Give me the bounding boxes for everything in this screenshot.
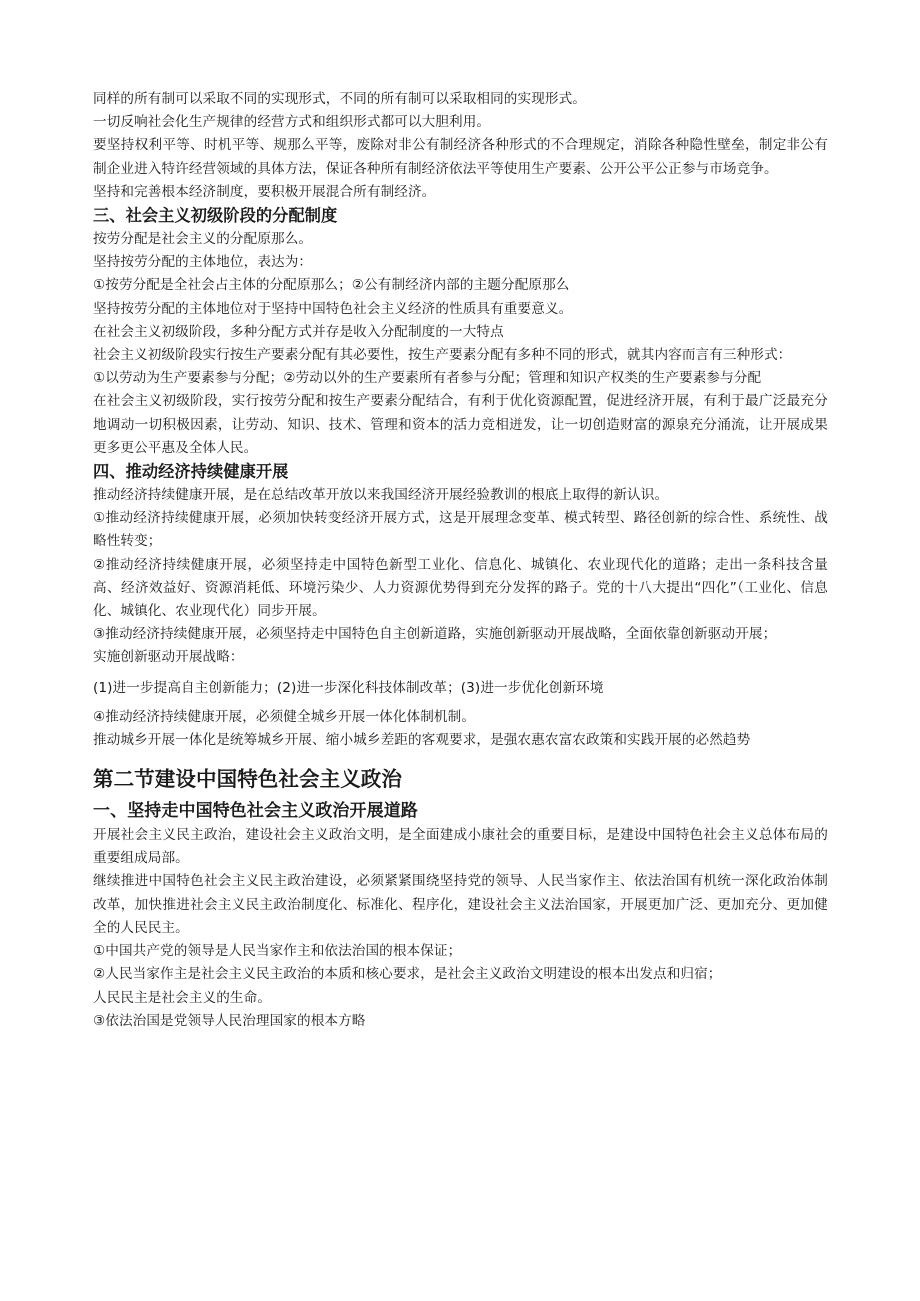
paragraph: 按劳分配是社会主义的分配原那么。: [93, 231, 313, 248]
paragraph: 在社会主义初级阶段，多种分配方式并存是收入分配制度的一大特点: [93, 323, 504, 340]
strategy-list-line: (1)进一步提高自主创新能力；(2)进一步深化科技体制改革；(3)进一步优化创新环境: [93, 679, 604, 696]
paragraph: ③依法治国是党领导人民治理国家的根本方略: [93, 1012, 366, 1029]
paragraph: ④推动经济持续健康开展，必须健全城乡开展一体化体制机制。: [93, 708, 476, 725]
section-heading-politics: 一、坚持走中国特色社会主义政治开展道路: [93, 801, 418, 822]
paragraph: ①推动经济持续健康开展，必须加快转变经济开展方式，这是开展理念变革、模式转型、路径创新的综合性、系统性、战略性转变；: [93, 510, 828, 550]
paragraph: ①按劳分配是全社会占主体的分配原那么；②公有制经济内部的主题分配原那么: [93, 277, 570, 294]
paragraph: 同样的所有制可以采取不同的实现形式，不同的所有制可以采取相同的实现形式。: [93, 91, 586, 107]
paragraph: ③推动经济持续健康开展，必须坚持走中国特色自主创新道路，实施创新驱动开展战略，全面依靠创新驱动开展；: [93, 626, 777, 643]
section-heading-distribution: 三、社会主义初级阶段的分配制度: [93, 206, 338, 226]
paragraph: 开展社会主义民主政治，建设社会主义政治文明，是全面建成小康社会的重要目标，是建设中国特色社会主义总体布局的重要组成局部。: [93, 827, 828, 867]
paragraph: 实施创新驱动开展战略：: [93, 649, 244, 666]
paragraph: 人民民主是社会主义的生命。: [93, 989, 272, 1006]
paragraph: 社会主义初级阶段实行按生产要素分配有其必要性，按生产要素分配有多种不同的形式，就其内容而言有三种形式：: [93, 347, 792, 364]
paragraph: 在社会主义初级阶段，实行按劳分配和按生产要素分配结合，有利于优化资源配置，促进经济开展，有利于最广泛最充分地调动一切积极因素，让劳动、知识、技术、管理和资本的活力竞相迸发，让一切创造财富的源泉充分涌流，让开展成果更多更公平惠及全体人民。: [93, 393, 828, 456]
paragraph: 推动城乡开展一体化是统筹城乡开展、缩小城乡差距的客观要求，是强农惠农富农政策和实践开展的必然趋势: [93, 731, 751, 748]
document-page: [93, 88, 828, 1033]
paragraph: 要坚持权利平等、时机平等、规那么平等，废除对非公有制经济各种形式的不合理规定，消除各种隐性壁垒，制定非公有制企业进入特许经营领域的具体方法，保证各种所有制经济依法平等使用生产要素、公开公平公正参与市场竞争。: [93, 137, 828, 177]
paragraph: ②推动经济持续健康开展，必须坚持走中国特色新型工业化、信息化、城镇化、农业现代化的道路；走出一条科技含量高、经济效益好、资源消耗低、环境污染少、人力资源优势得到充分发挥的路子。党的十八大提出“四化”（工业化、信息化、城镇化、农业现代化）同步开展。: [93, 556, 828, 620]
paragraph: ②人民当家作主是社会主义民主政治的本质和核心要求，是社会主义政治文明建设的根本出发点和归宿；: [93, 966, 722, 983]
chapter-title: 第二节建设中国特色社会主义政治: [93, 767, 402, 792]
paragraph: 推动经济持续健康开展，是在总结改革开放以来我国经济开展经验教训的根底上取得的新认识。: [93, 487, 669, 504]
paragraph: 继续推进中国特色社会主义民主政治建设，必须紧紧围绕坚持党的领导、人民当家作主、依法治国有机统一深化政治体制改革，加快推进社会主义民主政治制度化、标准化、程序化，建设社会主义法治国家，开展更加广泛、更加充分、更加健全的人民民主。: [93, 873, 828, 936]
paragraph: 一切反响社会化生产规律的经营方式和组织形式都可以大胆利用。: [93, 114, 491, 131]
paragraph: 坚持按劳分配的主体地位对于坚持中国特色社会主义经济的性质具有重要意义。: [93, 300, 573, 317]
paragraph: ①中国共产党的领导是人民当家作主和依法治国的根本保证；: [93, 943, 462, 960]
paragraph: ①以劳动为生产要素参与分配；②劳动以外的生产要素所有者参与分配；管理和知识产权类的生产要素参与分配: [93, 370, 762, 387]
paragraph: 坚持和完善根本经济制度，要积极开展混合所有制经济。: [93, 183, 436, 200]
section-heading-economy: 四、推动经济持续健康开展: [93, 462, 289, 482]
paragraph: 坚持按劳分配的主体地位，表达为：: [93, 254, 313, 271]
